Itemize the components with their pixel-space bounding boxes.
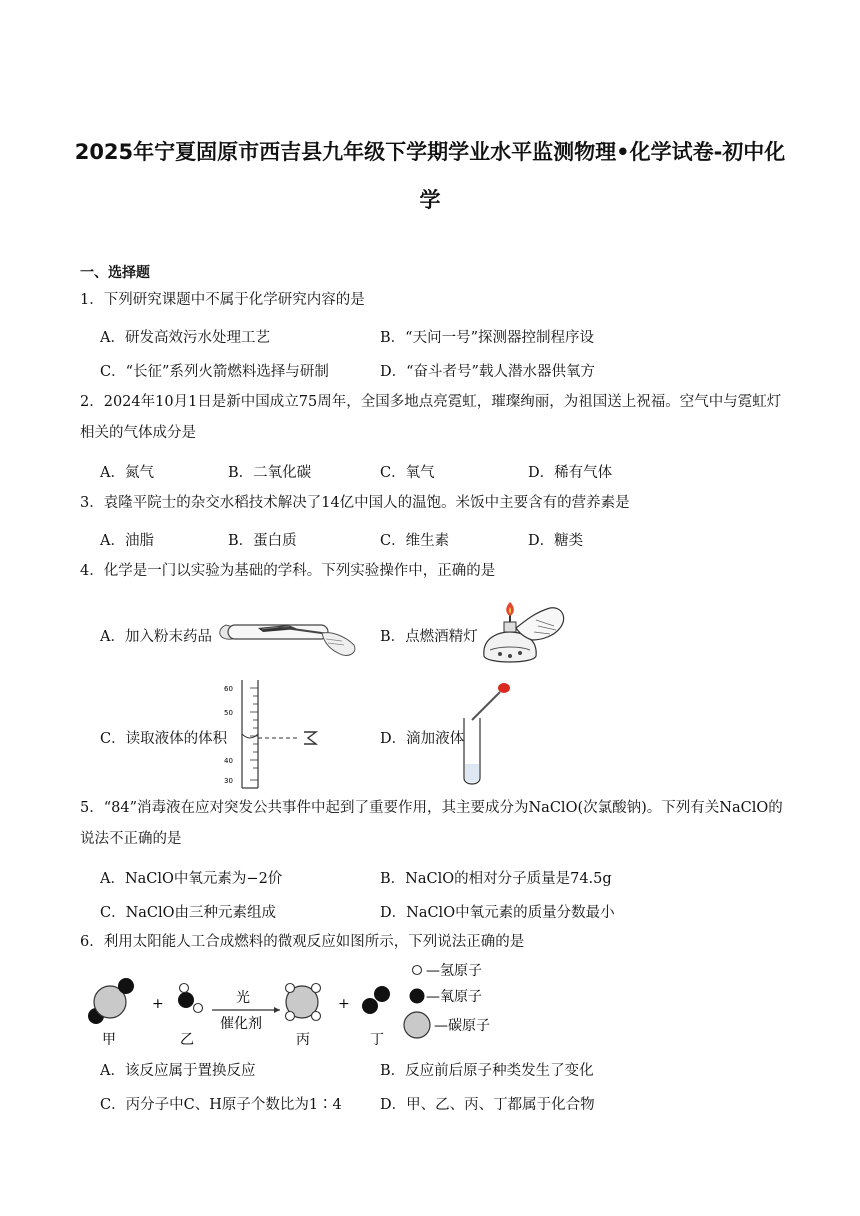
cylinder-tick-50: 50 — [224, 709, 233, 717]
q5-option-b: B．NaClO的相对分子质量是74.5g — [380, 871, 612, 887]
q1-option-d: D．“奋斗者号”载人潜水器供氧方 — [380, 364, 595, 380]
q5-option-d: D．NaClO中氧元素的质量分数最小 — [380, 905, 615, 921]
alcohol-lamp-image — [476, 598, 570, 670]
label-yi: 乙 — [180, 1032, 194, 1048]
legend-oxygen: —氧原子 — [426, 989, 482, 1005]
question-4-stem: 4．化学是一门以实验为基础的学科。下列实验操作中，正确的是 — [80, 563, 496, 579]
condition-catalyst: 催化剂 — [220, 1016, 262, 1032]
q5-option-c: C．NaClO由三种元素组成 — [100, 905, 277, 921]
question-2-stem: 2．2024年10月1日是新中国成立75周年，全国多地点亮霓虹，璀璨绚丽，为祖国送上祝福。空气中与霓虹灯相关的气体成分是 — [80, 394, 782, 441]
exam-title: 2025年宁夏固原市西吉县九年级下学期学业水平监测物理•化学试卷-初中化学 — [74, 140, 786, 212]
q2-option-b: B．二氧化碳 — [228, 465, 312, 481]
q3-option-a: A．油脂 — [100, 533, 154, 549]
plus-sign-1: + — [152, 996, 164, 1012]
q6-option-a: A．该反应属于置换反应 — [100, 1063, 256, 1079]
q6-option-b: B．反应前后原子种类发生了变化 — [380, 1063, 594, 1079]
q2-option-a: A．氮气 — [100, 465, 154, 481]
q1-option-a: A．研发高效污水处理工艺 — [100, 330, 270, 346]
q3-option-c: C．维生素 — [380, 533, 450, 549]
q6-option-c: C．丙分子中C、H原子个数比为1∶4 — [100, 1097, 342, 1113]
powder-test-tube-image — [218, 603, 358, 661]
label-ding: 丁 — [370, 1032, 384, 1048]
label-jia: 甲 — [102, 1032, 116, 1048]
cylinder-tick-30: 30 — [224, 777, 233, 785]
graduated-cylinder-image — [224, 680, 326, 790]
q1-option-b: B．“天问一号”探测器控制程序设 — [380, 330, 594, 346]
q3-option-d: D．糖类 — [528, 533, 584, 549]
reaction-diagram — [80, 958, 520, 1048]
q1-option-c: C．“长征”系列火箭燃料选择与研制 — [100, 364, 329, 380]
q2-option-c: C．氧气 — [380, 465, 435, 481]
section-heading: 一、选择题 — [80, 265, 150, 281]
cylinder-tick-60: 60 — [224, 685, 233, 693]
plus-sign-2: + — [338, 996, 350, 1012]
q2-option-d: D．稀有气体 — [528, 465, 613, 481]
cylinder-tick-40: 40 — [224, 757, 233, 765]
dropper-test-tube-image — [460, 682, 520, 788]
condition-light: 光 — [236, 990, 250, 1006]
q6-option-d: D．甲、乙、丙、丁都属于化合物 — [380, 1097, 595, 1113]
legend-carbon: —碳原子 — [434, 1018, 490, 1034]
label-bing: 丙 — [296, 1032, 310, 1048]
q3-option-b: B．蛋白质 — [228, 533, 297, 549]
q5-option-a: A．NaClO中氧元素为−2价 — [100, 871, 283, 887]
question-6-stem: 6．利用太阳能人工合成燃料的微观反应如图所示，下列说法正确的是 — [80, 934, 525, 950]
q4-option-c: C．读取液体的体积 — [100, 731, 228, 747]
question-5-stem: 5．“84”消毒液在应对突发公共事件中起到了重要作用，其主要成分为NaClO(次氯酸钠)。下列有关NaClO的说法不正确的是 — [80, 800, 783, 847]
q4-option-a: A．加入粉末药品 — [100, 629, 212, 645]
q4-option-b: B．点燃酒精灯 — [380, 629, 478, 645]
legend-hydrogen: —氢原子 — [426, 963, 482, 979]
question-3-stem: 3．袁隆平院士的杂交水稻技术解决了14亿中国人的温饱。米饭中主要含有的营养素是 — [80, 495, 630, 511]
question-1-stem: 1．下列研究课题中不属于化学研究内容的是 — [80, 292, 365, 308]
q4-option-d: D．滴加液体 — [380, 731, 465, 747]
